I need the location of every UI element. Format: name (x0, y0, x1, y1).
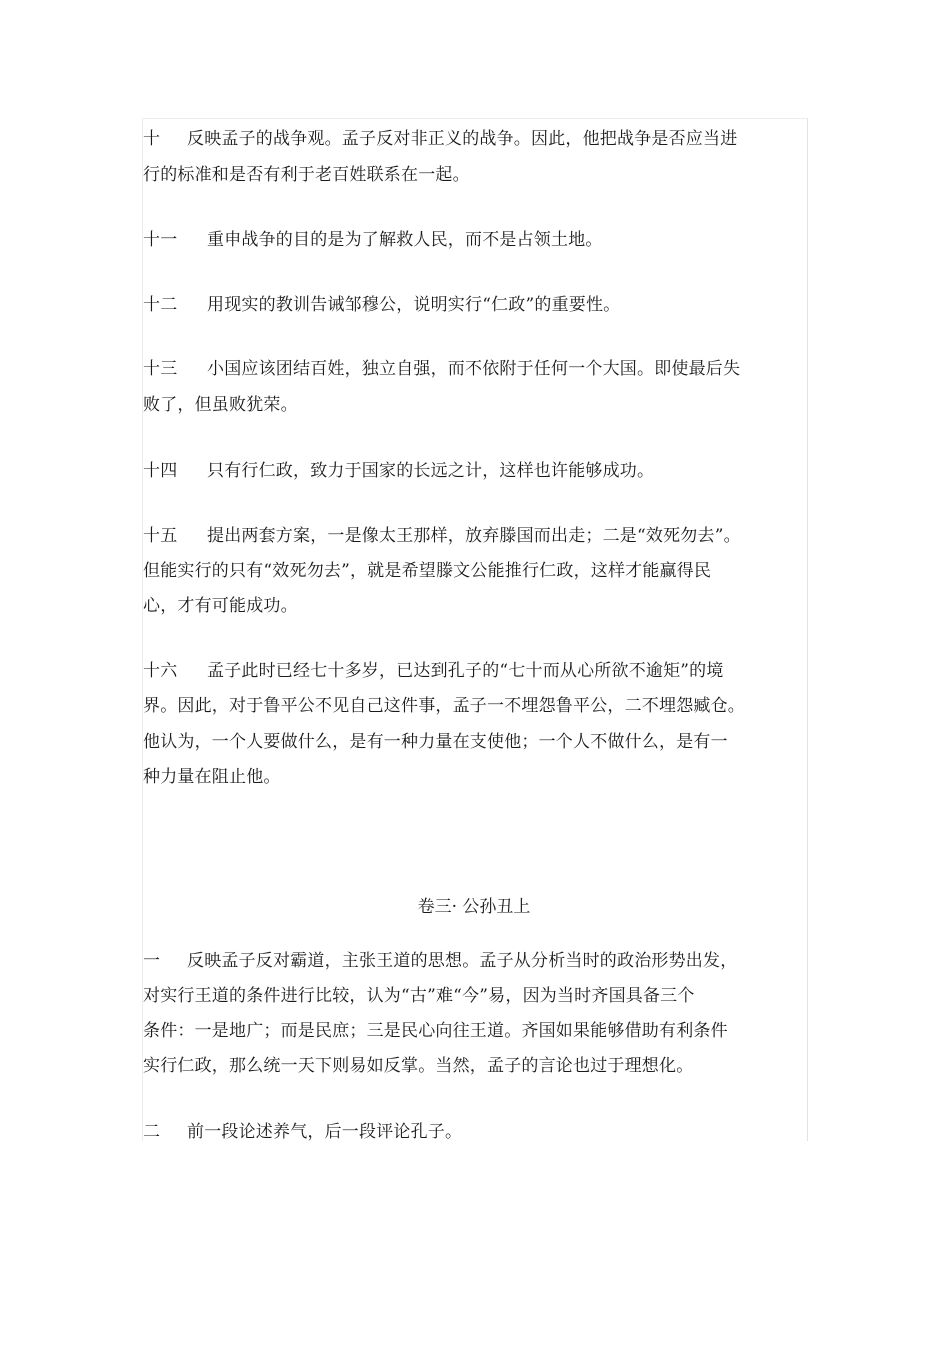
paragraph-line (143, 128, 737, 150)
paragraph-line (143, 358, 740, 380)
section-number: 十六 (143, 661, 178, 681)
paragraph-text: 心，才有可能成功。 (143, 596, 298, 616)
paragraph-text: 但能实行的只有“效死勿去”，就是希望滕文公能推行仁政，这样才能赢得民 (143, 561, 712, 581)
paragraph-line (143, 660, 724, 682)
section-number: 十四 (143, 461, 178, 481)
chapter-heading: 卷三· 公孙丑上 (417, 897, 531, 917)
paragraph-line (143, 1121, 462, 1143)
paragraph-text: 界。因此，对于鲁平公不见自己这件事，孟子一不埋怨鲁平公，二不埋怨臧仓。 (143, 696, 745, 716)
paragraph-line (143, 560, 711, 582)
paragraph-text: 败了，但虽败犹荣。 (143, 395, 298, 415)
section-number: 二 (143, 1122, 161, 1142)
section-number: 十三 (143, 359, 178, 379)
paragraph-line (143, 1020, 728, 1042)
paragraph-line (143, 1055, 693, 1077)
section-number: 十二 (143, 295, 178, 315)
paragraph-text: 前一段论述养气，后一段评论孔子。 (187, 1122, 463, 1142)
section-number: 十五 (143, 526, 178, 546)
paragraph-text: 他认为，一个人要做什么，是有一种力量在支使他；一个人不做什么，是有一 (143, 732, 728, 752)
paragraph-text: 提出两套方案，一是像太王那样，放弃滕国而出走；二是“效死勿去”。 (207, 526, 741, 546)
section-number: 十一 (143, 230, 178, 250)
paragraph-text: 重申战争的目的是为了解救人民，而不是占领土地。 (207, 230, 603, 250)
paragraph-line (143, 766, 281, 788)
paragraph-line (143, 294, 620, 316)
paragraph-text: 种力量在阻止他。 (143, 767, 281, 787)
paragraph-line (143, 985, 695, 1007)
paragraph-text: 对实行王道的条件进行比较，认为“古”难“今”易，因为当时齐国具备三个 (143, 986, 695, 1006)
paragraph-text: 只有行仁政，致力于国家的长远之计，这样也许能够成功。 (207, 461, 655, 481)
paragraph-text: 小国应该团结百姓，独立自强，而不依附于任何一个大国。即使最后失 (207, 359, 741, 379)
section-number: 一 (143, 951, 161, 971)
paragraph-line (143, 164, 470, 186)
paragraph-line (143, 950, 737, 972)
section-number: 十 (143, 129, 161, 149)
paragraph-line (143, 731, 728, 753)
paragraph-text: 条件：一是地广；而是民庶；三是民心向往王道。齐国如果能够借助有利条件 (143, 1021, 728, 1041)
paragraph-line (143, 695, 745, 717)
paragraph-text: 行的标准和是否有利于老百姓联系在一起。 (143, 165, 470, 185)
paragraph-line (143, 460, 654, 482)
paragraph-line (143, 595, 298, 617)
paragraph-text: 用现实的教训告诫邹穆公，说明实行“仁政”的重要性。 (207, 295, 621, 315)
paragraph-line (143, 525, 741, 547)
paragraph-line (143, 394, 298, 416)
paragraph-text: 孟子此时已经七十多岁，已达到孔子的“七十而从心所欲不逾矩”的境 (207, 661, 724, 681)
paragraph-text: 反映孟子反对霸道，主张王道的思想。孟子从分析当时的政治形势出发， (187, 951, 738, 971)
paragraph-text: 实行仁政，那么统一天下则易如反掌。当然，孟子的言论也过于理想化。 (143, 1056, 694, 1076)
paragraph-text: 反映孟子的战争观。孟子反对非正义的战争。因此，他把战争是否应当进 (187, 129, 738, 149)
paragraph-line (143, 229, 603, 251)
